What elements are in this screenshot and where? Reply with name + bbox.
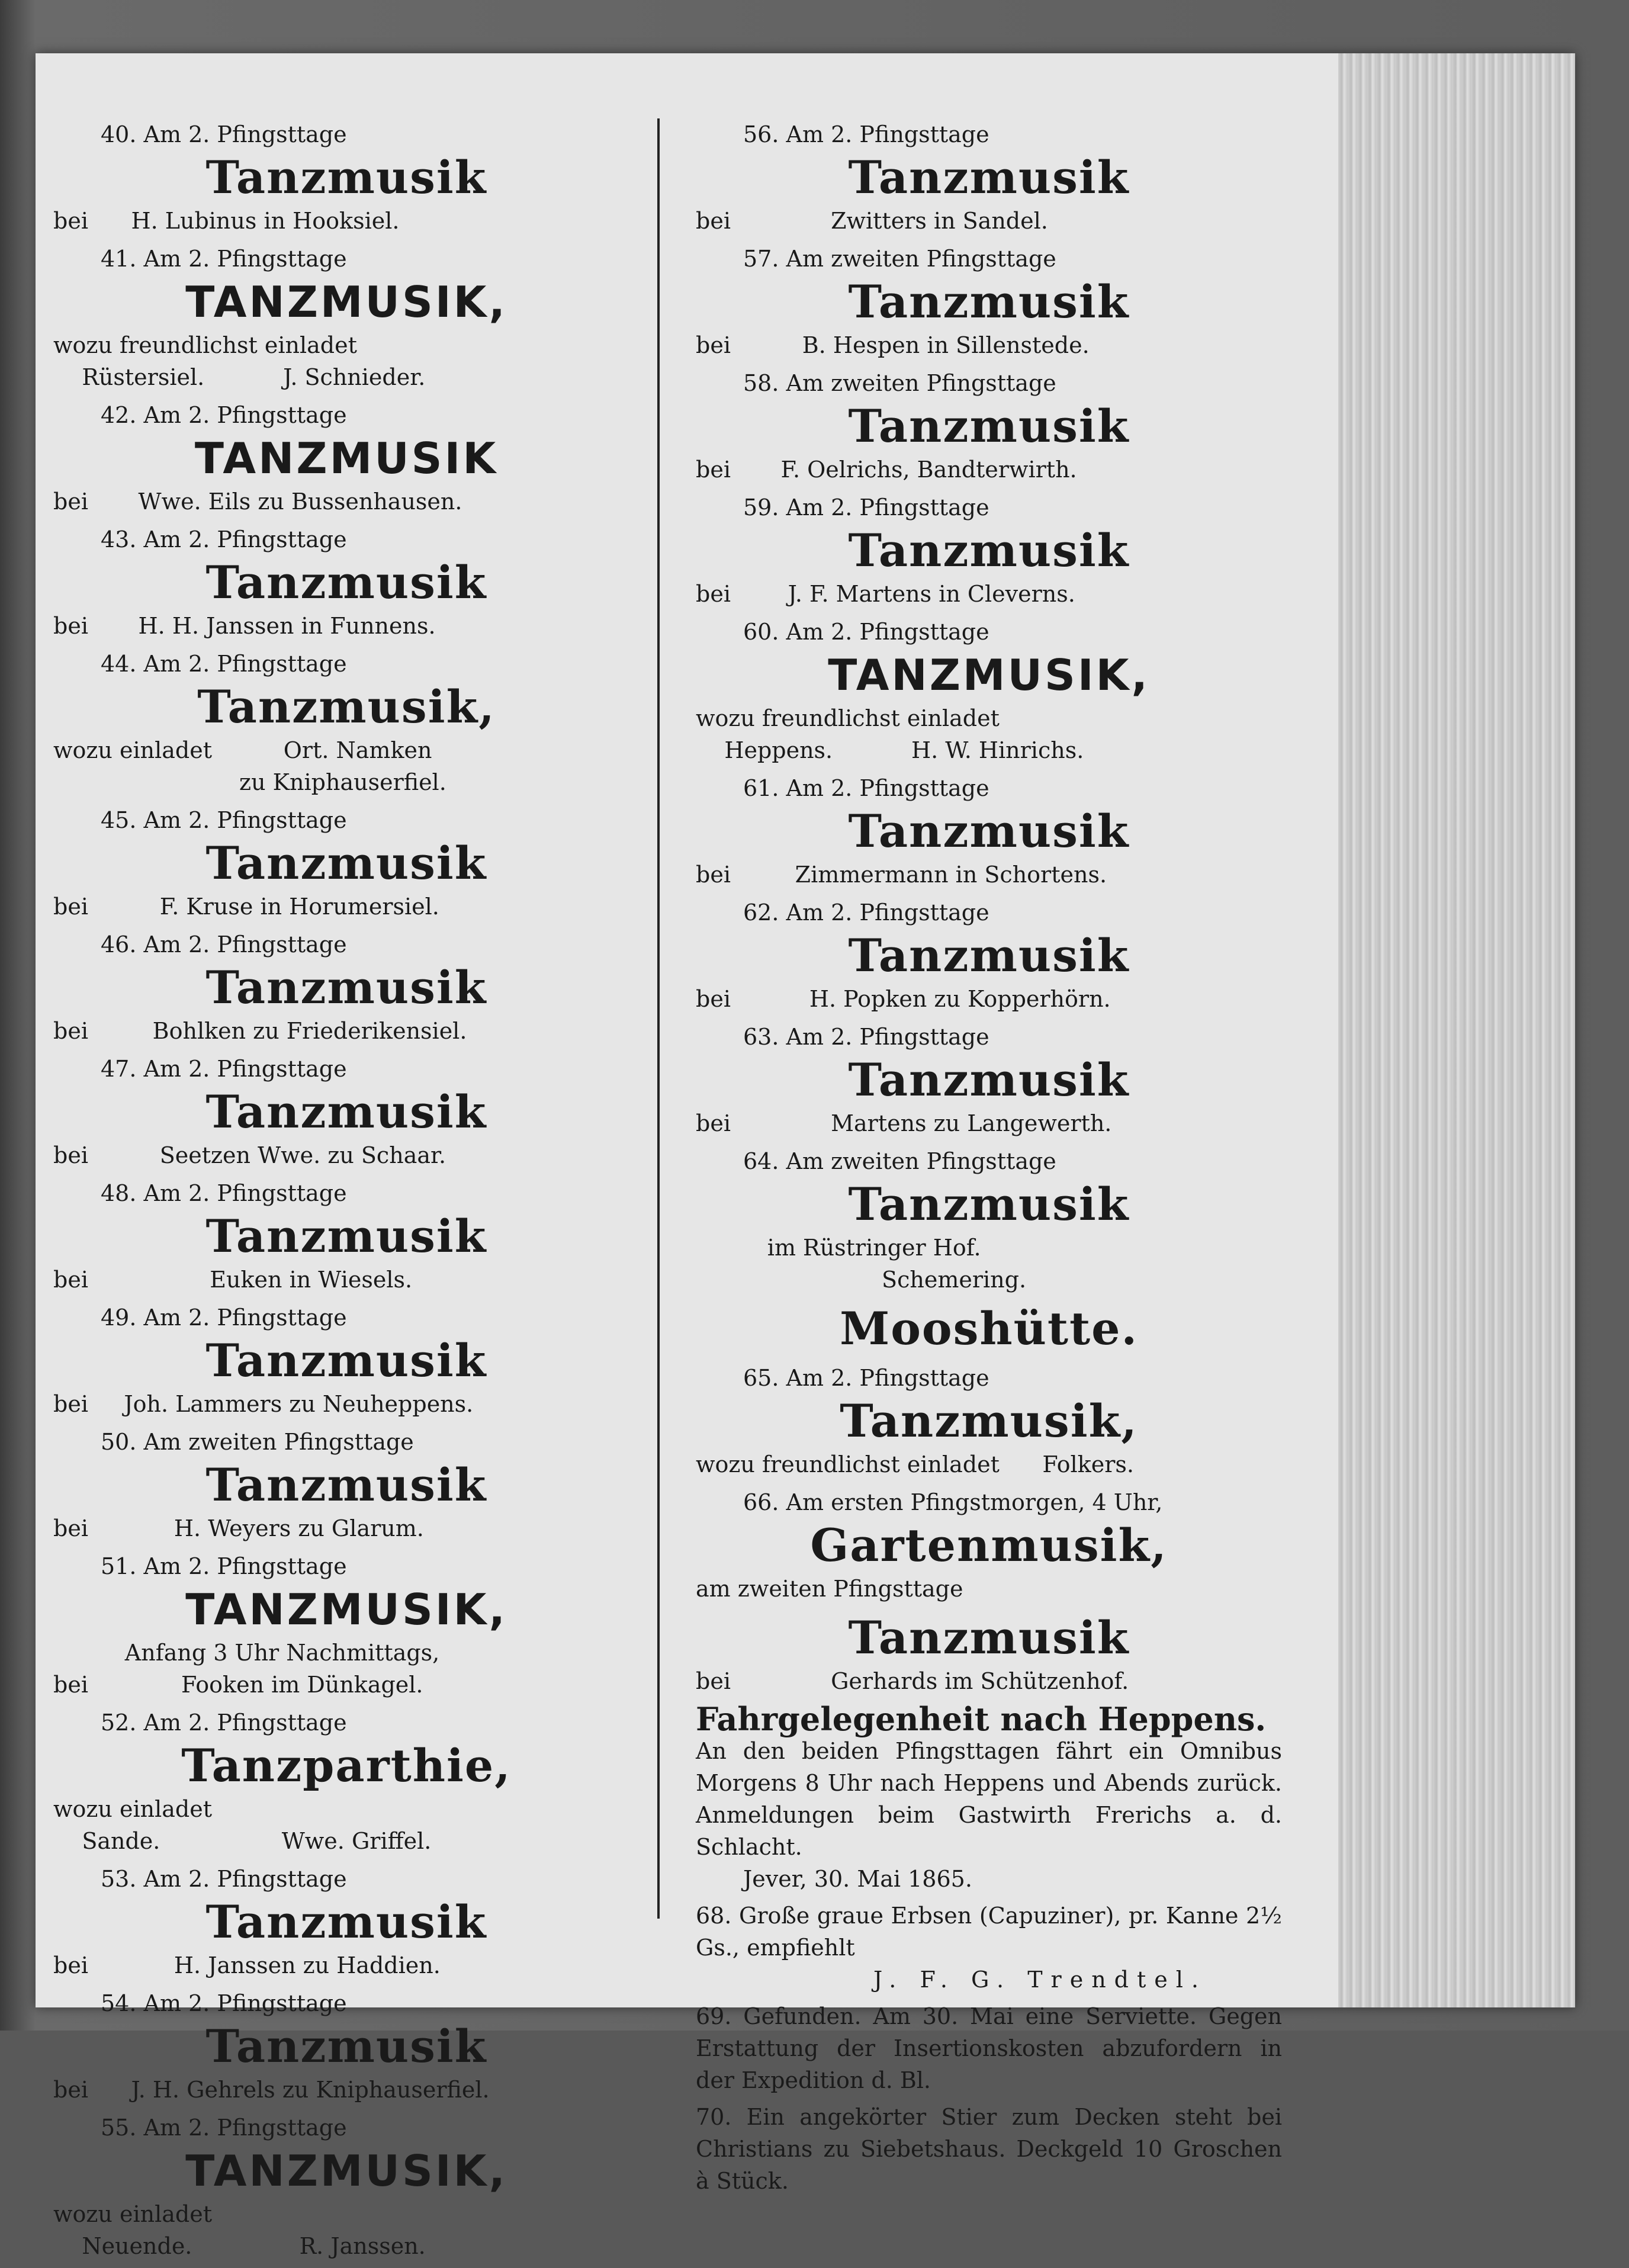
- ad-headline: Tanzmusik: [848, 400, 1130, 452]
- ad-headline: Tanzmusik: [848, 805, 1130, 857]
- ad-text-line: Schemering.: [696, 1267, 1027, 1293]
- advertisement: [696, 1362, 1282, 1480]
- ad-number-line: 61. Am 2. Pfingsttage: [743, 775, 989, 801]
- notice-heading: Fahrgelegenheit nach Heppens.: [696, 1700, 1267, 1738]
- ad-headline: Tanzmusik: [848, 1053, 1130, 1106]
- ad-text-line: bei F. Oelrichs, Bandterwirth.: [696, 457, 1077, 483]
- ad-headline: Tanzmusik: [205, 1334, 487, 1387]
- advertisement: [53, 399, 640, 518]
- ad-number-line: 65. Am 2. Pfingsttage: [743, 1365, 989, 1391]
- ad-text-line: bei Wwe. Eils zu Bussenhausen.: [53, 489, 462, 515]
- ad-number-line: 60. Am 2. Pfingsttage: [743, 619, 989, 645]
- ad-number-line: 56. Am 2. Pfingsttage: [743, 121, 989, 147]
- notice-70: [696, 2101, 1282, 2197]
- ad-number-line: 54. Am 2. Pfingsttage: [101, 1990, 347, 2016]
- ad-headline: Tanzmusik: [848, 1611, 1130, 1664]
- advertisement: [696, 1021, 1282, 1139]
- ad-number-line: 45. Am 2. Pfingsttage: [101, 807, 347, 833]
- ad-headline: TANZMUSIK,: [828, 650, 1150, 700]
- advertisement: [53, 1707, 640, 1857]
- ad-number-line: 50. Am zweiten Pfingsttage: [101, 1429, 414, 1455]
- advertisement: [53, 1053, 640, 1171]
- ad-headline: Mooshütte.: [840, 1302, 1138, 1355]
- advertisement: [53, 1177, 640, 1296]
- ad-number-line: 59. Am 2. Pfingsttage: [743, 494, 989, 521]
- advertisement: [696, 1302, 1282, 1356]
- ad-text-line: bei Martens zu Langewerth.: [696, 1110, 1112, 1136]
- advertisement: [53, 2112, 640, 2262]
- advertisement: [53, 1302, 640, 1420]
- ad-text-line: wozu freundlichst einladet: [53, 332, 357, 358]
- ad-headline: Tanzmusik: [205, 151, 487, 204]
- advertisement: [53, 1550, 640, 1701]
- ad-number-line: 44. Am 2. Pfingsttage: [101, 651, 347, 677]
- notice-68-signature: J. F. G. Trendtel.: [873, 1967, 1207, 1993]
- ad-number-line: 62. Am 2. Pfingsttage: [743, 900, 989, 926]
- ad-text-line: bei Gerhards im Schützenhof.: [696, 1668, 1129, 1694]
- ad-headline: Tanzmusik,: [840, 1395, 1138, 1447]
- advertisement: [696, 1611, 1282, 1697]
- ad-text-line: zu Kniphauserfiel.: [53, 769, 446, 795]
- right-column-ads: [696, 118, 1282, 1697]
- ad-headline: Tanzparthie,: [181, 1739, 512, 1792]
- ad-headline: Tanzmusik: [848, 929, 1130, 982]
- newspaper-page: [36, 53, 1575, 2259]
- advertisement: [53, 523, 640, 642]
- ad-text-line: wozu einladet: [53, 2201, 212, 2227]
- ad-text-line: wozu einladet Ort. Namken: [53, 737, 432, 763]
- ad-number-line: 49. Am 2. Pfingsttage: [101, 1305, 347, 1331]
- advertisement: [696, 243, 1282, 361]
- ad-text-line: Sande. Wwe. Griffel.: [53, 1828, 432, 1854]
- ad-text-line: Neuende. R. Janssen.: [53, 2233, 426, 2259]
- ad-text-line: im Rüstringer Hof.: [696, 1235, 981, 1261]
- ad-number-line: 51. Am 2. Pfingsttage: [101, 1553, 347, 1579]
- ad-text-line: bei Euken in Wiesels.: [53, 1267, 413, 1293]
- ad-text-line: bei Bohlken zu Friederikensiel.: [53, 1018, 467, 1044]
- ad-text-line: bei J. H. Gehrels zu Kniphauserfiel.: [53, 2077, 490, 2103]
- ad-number-line: 47. Am 2. Pfingsttage: [101, 1056, 347, 1082]
- advertisement: [696, 616, 1282, 766]
- ad-text-line: bei Seetzen Wwe. zu Schaar.: [53, 1142, 446, 1168]
- advertisement: [696, 1145, 1282, 1296]
- ad-number-line: 43. Am 2. Pfingsttage: [101, 526, 347, 552]
- advertisement: [696, 491, 1282, 610]
- ad-text-line: am zweiten Pfingsttage: [696, 1576, 963, 1602]
- ad-text-line: bei H. Popken zu Kopperhörn.: [696, 986, 1111, 1012]
- ad-number-line: 52. Am 2. Pfingsttage: [101, 1710, 347, 1736]
- ad-headline: Tanzmusik: [205, 961, 487, 1014]
- ad-text-line: bei J. F. Martens in Cleverns.: [696, 581, 1075, 607]
- ad-headline: Tanzmusik: [848, 1178, 1130, 1231]
- ad-text-line: wozu freundlichst einladet: [696, 705, 1000, 731]
- notice-body: An den beiden Pfingsttagen fährt ein Omnibus Morgens 8 Uhr nach Heppens und Abends zurück. Anmeldungen beim Gastwirth Frerichs a. d. Schlacht.: [696, 1738, 1282, 1860]
- ad-number-line: 48. Am 2. Pfingsttage: [101, 1180, 347, 1206]
- column-divider: [657, 118, 660, 1919]
- advertisement: [53, 1863, 640, 1981]
- ad-text-line: bei H. Lubinus in Hooksiel.: [53, 208, 400, 234]
- advertisement: [53, 118, 640, 237]
- ad-text-line: bei H. Janssen zu Haddien.: [53, 1952, 441, 1978]
- ad-headline: Tanzmusik: [205, 837, 487, 889]
- ad-headline: Gartenmusik,: [810, 1519, 1168, 1572]
- notice-68-text: 68. Große graue Erbsen (Capuziner), pr. Kanne 2½ Gs., empfiehlt: [696, 1903, 1282, 1961]
- advertisement: [53, 929, 640, 1047]
- ad-number-line: 42. Am 2. Pfingsttage: [101, 402, 347, 428]
- ad-headline: Tanzmusik: [205, 1085, 487, 1138]
- ad-text-line: bei B. Hespen in Sillenstede.: [696, 332, 1090, 358]
- ad-text-line: bei Joh. Lammers zu Neuheppens.: [53, 1391, 474, 1417]
- book-page-edges: [1338, 53, 1575, 2007]
- ad-number-line: 40. Am 2. Pfingsttage: [101, 121, 347, 147]
- ad-text-line: wozu freundlichst einladet Folkers.: [696, 1451, 1134, 1477]
- ad-headline: Tanzmusik: [848, 151, 1130, 204]
- ad-text-line: bei Zwitters in Sandel.: [696, 208, 1048, 234]
- ad-headline: Tanzmusik: [848, 275, 1130, 328]
- advertisement: [53, 648, 640, 798]
- ad-number-line: 66. Am ersten Pfingstmorgen, 4 Uhr,: [743, 1489, 1163, 1515]
- ad-number-line: 46. Am 2. Pfingsttage: [101, 931, 347, 958]
- advertisement: [53, 1987, 640, 2106]
- advertisement: [696, 897, 1282, 1015]
- notice-69: [696, 2000, 1282, 2096]
- ad-text-line: wozu einladet: [53, 1796, 212, 1822]
- ad-headline: Tanzmusik: [205, 1459, 487, 1511]
- advertisement: [53, 243, 640, 393]
- ad-headline: Tanzmusik: [205, 2020, 487, 2073]
- ad-text-line: Rüstersiel. J. Schnieder.: [53, 364, 426, 390]
- notice-fahrgelegenheit: [696, 1700, 1282, 1895]
- ad-text-line: bei H. H. Janssen in Funnens.: [53, 613, 436, 639]
- ad-text-line: bei Zimmermann in Schortens.: [696, 862, 1107, 888]
- ad-headline: Tanzmusik: [848, 524, 1130, 577]
- advertisement: [53, 1426, 640, 1544]
- advertisement: [696, 1486, 1282, 1605]
- ad-number-line: 63. Am 2. Pfingsttage: [743, 1024, 989, 1050]
- ad-headline: Tanzmusik,: [197, 680, 496, 733]
- ad-number-line: 58. Am zweiten Pfingsttage: [743, 370, 1056, 396]
- advertisement: [696, 772, 1282, 891]
- ad-text-line: bei F. Kruse in Horumersiel.: [53, 894, 439, 920]
- ad-number-line: 64. Am zweiten Pfingsttage: [743, 1148, 1056, 1174]
- ad-number-line: 53. Am 2. Pfingsttage: [101, 1866, 347, 1892]
- left-column: [53, 118, 640, 2268]
- dateline: Jever, 30. Mai 1865.: [743, 1866, 972, 1892]
- ad-text-line: Heppens. H. W. Hinrichs.: [696, 737, 1084, 763]
- advertisement: [696, 118, 1282, 237]
- advertisement: [696, 367, 1282, 486]
- notice-68: [696, 1900, 1282, 1996]
- ad-headline: Tanzmusik: [205, 1210, 487, 1263]
- notice-69-text: 69. Gefunden. Am 30. Mai eine Serviette. Gegen Erstattung der Insertionskosten abzufordern in der Expedition d. Bl.: [696, 2003, 1282, 2093]
- notice-70-text: 70. Ein angekörter Stier zum Decken steht bei Christians zu Siebetshaus. Deckgeld 10 Groschen à Stück.: [696, 2104, 1282, 2194]
- ad-headline: TANZMUSIK,: [185, 277, 507, 327]
- advertisement: [53, 804, 640, 923]
- ad-headline: TANZMUSIK,: [185, 1585, 507, 1634]
- ad-number-line: 41. Am 2. Pfingsttage: [101, 246, 347, 272]
- ad-headline: Tanzmusik: [205, 1896, 487, 1948]
- ad-headline: Tanzmusik: [205, 556, 487, 609]
- ad-text-line: bei H. Weyers zu Glarum.: [53, 1515, 424, 1541]
- right-column: [696, 118, 1282, 2197]
- ad-headline: TANZMUSIK,: [185, 2146, 507, 2196]
- ad-number-line: 57. Am zweiten Pfingsttage: [743, 246, 1056, 272]
- ad-number-line: 55. Am 2. Pfingsttage: [101, 2115, 347, 2141]
- ad-text-line: bei Fooken im Dünkagel.: [53, 1672, 423, 1698]
- ad-headline: TANZMUSIK: [194, 433, 499, 483]
- ad-text-line: Anfang 3 Uhr Nachmittags,: [53, 1640, 440, 1666]
